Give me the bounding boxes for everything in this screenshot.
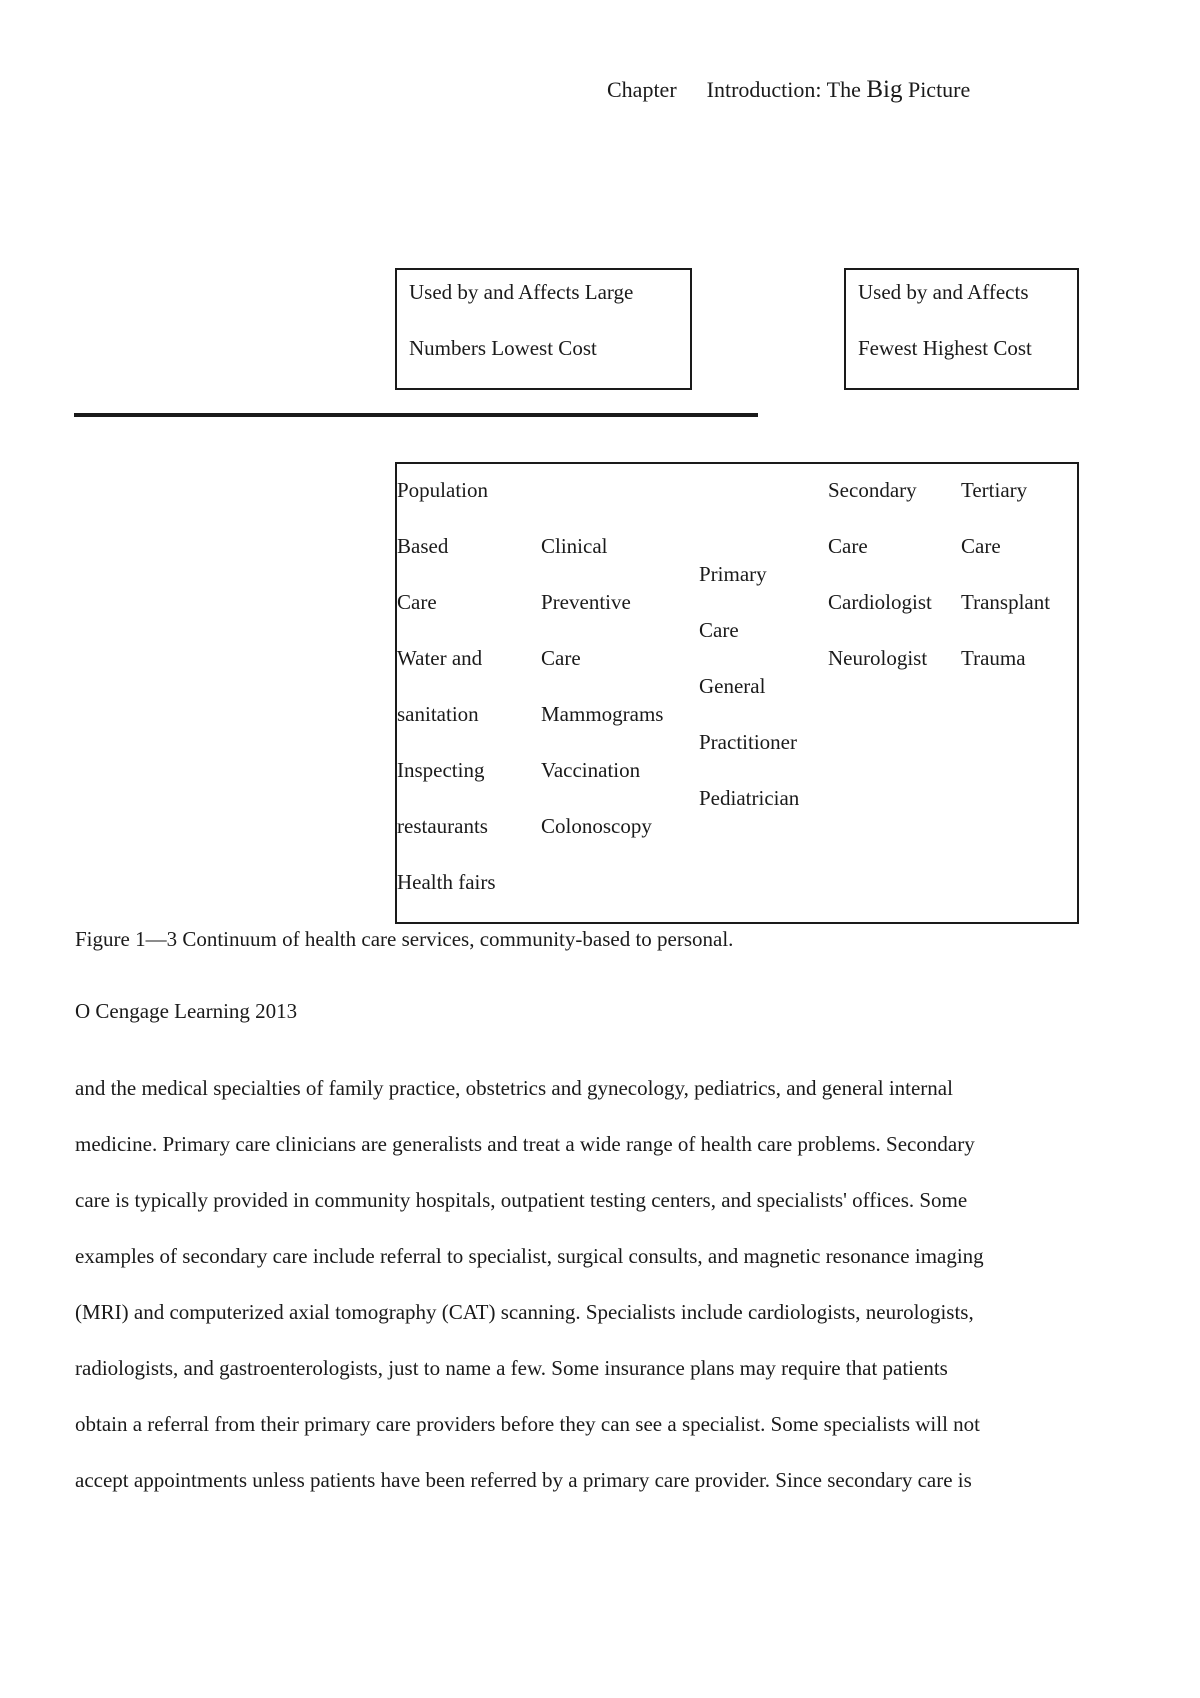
tertiary-item: Care — [961, 534, 1001, 558]
box-right-line-2: Fewest Highest Cost — [858, 336, 1032, 360]
population-item: Based — [397, 534, 449, 558]
secondary-item: Secondary — [828, 478, 917, 502]
clinical-item: Colonoscopy — [541, 814, 652, 838]
population-item: Population — [397, 478, 489, 502]
population-item: Inspecting — [397, 758, 485, 782]
secondary-item: Cardiologist — [828, 590, 932, 614]
column-tertiary-care — [961, 462, 1050, 686]
box-left-line-2: Numbers Lowest Cost — [409, 336, 597, 360]
population-item: Water and — [397, 646, 483, 670]
horizontal-rule — [74, 413, 758, 417]
box-large-numbers-lowest-cost — [395, 268, 692, 390]
primary-item: Primary — [699, 562, 767, 586]
tertiary-item: Transplant — [961, 590, 1051, 614]
body-line: accept appointments unless patients have been referred by a primary care provider. Since secondary care is — [75, 1468, 972, 1492]
clinical-item: Mammograms — [541, 702, 664, 726]
column-secondary-care — [828, 462, 932, 686]
body-line: and the medical specialties of family practice, obstetrics and gynecology, pediatrics, and general internal — [75, 1076, 953, 1100]
running-header — [607, 76, 970, 104]
body-paragraph — [75, 1060, 1155, 1508]
clinical-item: Care — [541, 646, 581, 670]
secondary-item: Neurologist — [828, 646, 928, 670]
tertiary-item: Tertiary — [961, 478, 1028, 502]
primary-item: General — [699, 674, 766, 698]
box-fewest-highest-cost — [844, 268, 1079, 390]
box-right-line-1: Used by and Affects — [858, 280, 1029, 304]
primary-item: Practitioner — [699, 730, 797, 754]
figure-caption: Figure 1—3 Continuum of health care services, community-based to personal. — [75, 927, 734, 951]
figure-credit: O Cengage Learning 2013 — [75, 999, 298, 1023]
chapter-title-suffix: Picture — [907, 77, 971, 102]
primary-item: Care — [699, 618, 739, 642]
column-primary-care — [699, 546, 799, 826]
population-item: sanitation — [397, 702, 479, 726]
chapter-title-big: Big — [866, 76, 903, 103]
population-item: Health fairs — [397, 870, 496, 894]
body-line: radiologists, and gastroenterologists, just to name a few. Some insurance plans may require that patients — [75, 1356, 948, 1380]
clinical-item: Preventive — [541, 590, 631, 614]
column-population-based-care — [397, 462, 496, 910]
tertiary-item: Trauma — [961, 646, 1026, 670]
secondary-item: Care — [828, 534, 868, 558]
body-line: care is typically provided in community hospitals, outpatient testing centers, and specialists' offices. Some — [75, 1188, 968, 1212]
body-line: obtain a referral from their primary care providers before they can see a specialist. Some specialists will not — [75, 1412, 980, 1436]
column-clinical-preventive-care — [541, 518, 663, 854]
population-item: restaurants — [397, 814, 488, 838]
continuum-diagram — [395, 462, 1079, 924]
chapter-label: Chapter — [607, 77, 677, 102]
body-line: medicine. Primary care clinicians are generalists and treat a wide range of health care problems. Secondary — [75, 1132, 975, 1156]
clinical-item: Vaccination — [541, 758, 641, 782]
primary-item: Pediatrician — [699, 786, 800, 810]
body-line: (MRI) and computerized axial tomography (CAT) scanning. Specialists include cardiologists, neurologists, — [75, 1300, 974, 1324]
body-line: examples of secondary care include referral to specialist, surgical consults, and magnetic resonance imaging — [75, 1244, 984, 1268]
population-item: Care — [397, 590, 437, 614]
box-left-line-1: Used by and Affects Large — [409, 280, 634, 304]
clinical-item: Clinical — [541, 534, 608, 558]
chapter-title-prefix: Introduction: The — [706, 77, 861, 102]
